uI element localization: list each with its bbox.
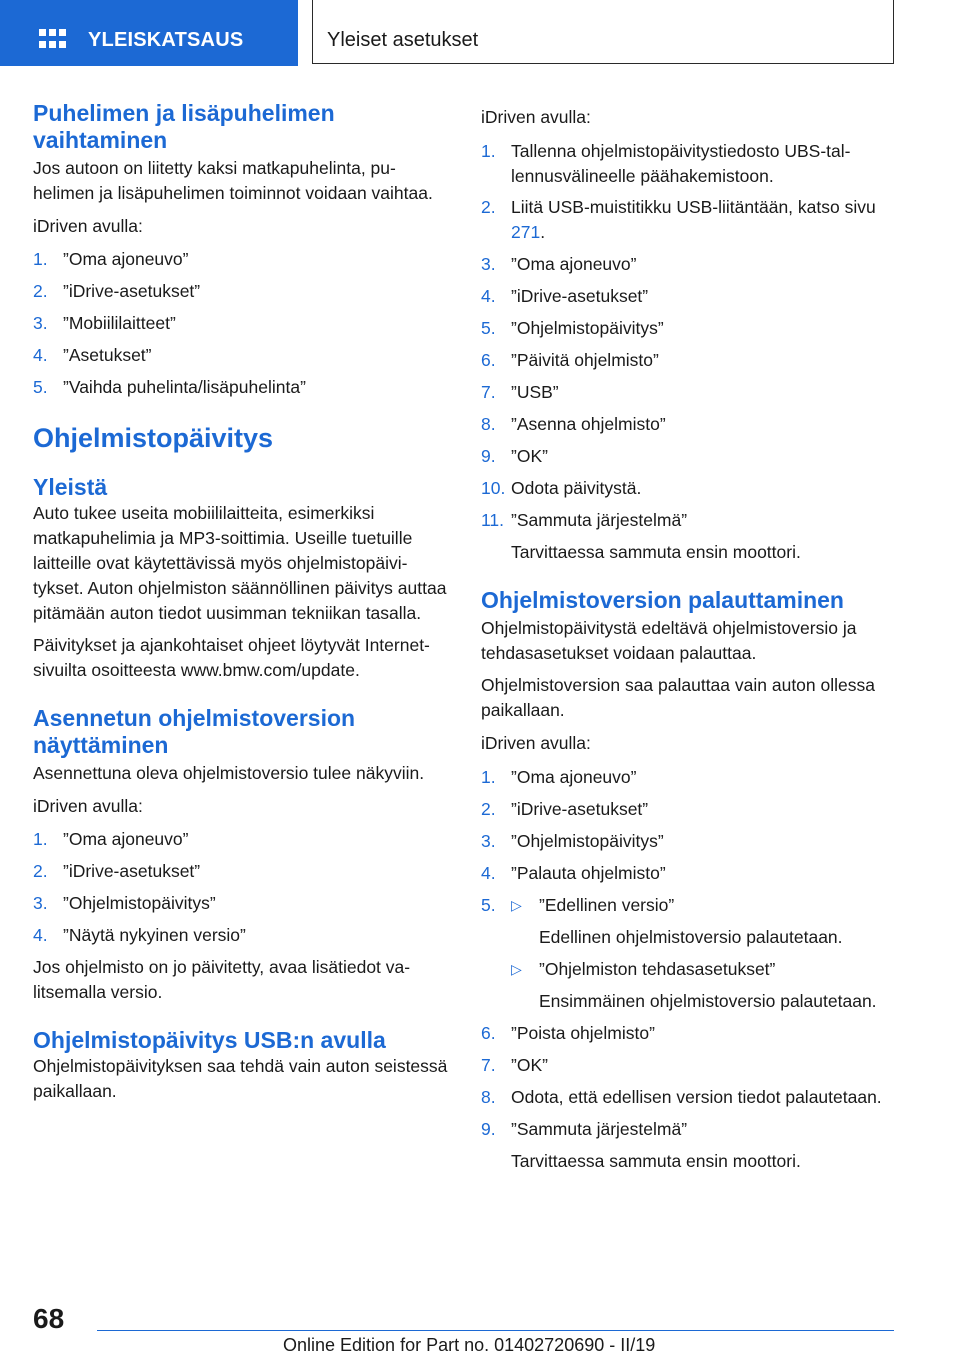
restore-steps — [481, 765, 901, 1174]
triangle-icon: ▷ — [511, 897, 522, 913]
usb-steps — [481, 139, 901, 565]
list-item: 7. ”USB” — [481, 380, 901, 405]
list-item: 8. ”Asenna ohjelmisto” — [481, 412, 901, 437]
list-item: 1. ”Oma ajoneuvo” — [33, 247, 448, 272]
footer-divider — [97, 1330, 894, 1331]
footer-edition: Online Edition for Part no. 01402720690 - II/19 — [283, 1335, 656, 1355]
list-item: 10. Odota päivitystä. — [481, 476, 901, 501]
list-item: 1. ”Oma ajoneuvo” — [481, 765, 901, 790]
step-number: 7. — [481, 1055, 496, 1075]
step-note: Tarvittaessa sammuta ensin moottori. — [511, 1151, 801, 1171]
step-number: 2. — [33, 861, 48, 881]
general-paragraph-2: Päivitykset ja ajankohtaiset ohjeet löytyvät Internet-sivuilta osoitteesta www.bmw.com/update. — [33, 635, 430, 680]
step-number: 5. — [33, 377, 48, 397]
step-number: 2. — [33, 281, 48, 301]
step-number: 4. — [481, 863, 496, 883]
installed-idrive: iDriven avulla: — [33, 796, 143, 816]
heading-usb-update: Ohjelmistopäivitys USB:n avulla — [33, 1027, 386, 1053]
restore-paragraph-1: Ohjelmistopäivitystä edeltävä ohjelmistoversio ja tehdasasetukset voidaan palauttaa. — [481, 618, 857, 663]
phone-switch-idrive: iDriven avulla: — [33, 216, 143, 236]
page-header — [0, 0, 960, 66]
step-number: 6. — [481, 350, 496, 370]
list-item: 4. ”Palauta ohjelmisto” — [481, 861, 901, 886]
heading-software-update: Ohjelmistopäivitys — [33, 423, 274, 453]
list-item: 2. Liitä USB-muistitikku USB-liitäntään, katso sivu 271. — [481, 197, 876, 242]
general-paragraph-1: Auto tukee useita mobiililaitteita, esimerkiksi matkapuhelimia ja MP3-soittimia. Useille tuetuille laitteille ovat käytettävissä myös ohjelmistopäivitykset. Auton ohjelmiston säännöllinen päivitys auttaa pitämään auton tiedot uusimman tekniikan tasalla. — [33, 503, 447, 623]
phone-switch-intro: Jos autoon on liitetty kaksi matkapuhelinta, puhelimen ja lisäpuhelimen toiminnot voidaan vaihtaa. — [33, 158, 433, 203]
list-item: 7. ”OK” — [481, 1053, 901, 1078]
installed-steps — [33, 827, 448, 948]
triangle-icon: ▷ — [511, 961, 522, 977]
step-number: 1. — [33, 249, 48, 269]
list-item: 9. ”Sammuta järjestelmä” Tarvittaessa sammuta ensin moottori. — [481, 1117, 901, 1174]
step-number: 1. — [481, 141, 496, 161]
list-item: 6. ”Päivitä ohjelmisto” — [481, 348, 901, 373]
list-item: 1. Tallenna ohjelmistopäivitystiedosto UBS-tallennusvälineelle päähakemistoon. — [481, 141, 851, 186]
step-note: Tarvittaessa sammuta ensin moottori. — [511, 542, 801, 562]
page-number: 68 — [33, 1303, 65, 1334]
step-number: 8. — [481, 1087, 496, 1107]
sub-option: ▷ ”Ohjelmiston tehdasasetukset” Ensimmäinen ohjelmistoversio palautetaan. — [511, 957, 901, 1014]
sub-option: ▷ ”Edellinen versio” Edellinen ohjelmistoversio palautetaan. — [511, 893, 901, 950]
list-item: 5. ”Ohjelmistopäivitys” — [481, 316, 901, 341]
list-item: 2. ”iDrive-asetukset” — [481, 797, 901, 822]
list-item: 4. ”Asetukset” — [33, 343, 448, 368]
list-item: 9. ”OK” — [481, 444, 901, 469]
list-item: 4. ”Näytä nykyinen versio” — [33, 923, 448, 948]
phone-switch-steps — [33, 247, 448, 400]
step-number: 4. — [33, 925, 48, 945]
heading-restore: Ohjelmistoversion palauttaminen — [481, 587, 844, 613]
list-item: 3. ”Ohjelmistopäivitys” — [481, 829, 901, 854]
step-number: 6. — [481, 1023, 496, 1043]
step-number: 9. — [481, 446, 496, 466]
step-number: 7. — [481, 382, 496, 402]
step-number: 9. — [481, 1119, 496, 1139]
list-item: 3. ”Oma ajoneuvo” — [481, 252, 901, 277]
heading-phone-switch: Puhelimen ja lisäpuhelimen vaihtaminen — [33, 100, 335, 153]
step-number: 3. — [481, 254, 496, 274]
step-number: 5. — [481, 895, 496, 915]
step-number: 1. — [33, 829, 48, 849]
list-item: 2. ”iDrive-asetukset” — [33, 279, 448, 304]
step-number: 11. — [481, 510, 505, 530]
list-item: 8. Odota, että edellisen version tiedot palautetaan. — [481, 1085, 901, 1110]
grid-icon — [39, 29, 67, 51]
left-column — [33, 100, 448, 1104]
installed-intro: Asennettuna oleva ohjelmistoversio tulee näkyviin. — [33, 763, 425, 783]
heading-general: Yleistä — [33, 474, 108, 500]
page-link[interactable]: 271 — [511, 222, 541, 242]
step-number: 3. — [33, 893, 48, 913]
step-number: 2. — [481, 799, 496, 819]
step-number: 10. — [481, 478, 506, 498]
list-item — [481, 893, 901, 1014]
usb-intro: Ohjelmistopäivityksen saa tehdä vain auton seistessä paikallaan. — [33, 1056, 448, 1101]
chapter-label: Yleiset asetukset — [327, 29, 479, 51]
chapter-box — [312, 0, 894, 64]
list-item: 6. ”Poista ohjelmisto” — [481, 1021, 901, 1046]
step-number: 3. — [33, 313, 48, 333]
list-item: 3. ”Mobiililaitteet” — [33, 311, 448, 336]
list-item: 1. ”Oma ajoneuvo” — [33, 827, 448, 852]
list-item: 4. ”iDrive-asetukset” — [481, 284, 901, 309]
section-label: YLEISKATSAUS — [88, 29, 244, 51]
section-tab — [0, 0, 298, 66]
step-number: 4. — [33, 345, 48, 365]
restore-idrive: iDriven avulla: — [481, 733, 591, 753]
list-item: 11. ”Sammuta järjestelmä” Tarvittaessa sammuta ensin moottori. — [481, 508, 901, 565]
step-number: 8. — [481, 414, 496, 434]
installed-note: Jos ohjelmisto on jo päivitetty, avaa lisätiedot valitsemalla versio. — [33, 957, 411, 1002]
step-number: 3. — [481, 831, 496, 851]
usb-idrive: iDriven avulla: — [481, 107, 591, 127]
right-column — [481, 105, 901, 1174]
sub-option-note: Ensimmäinen ohjelmistoversio palautetaan. — [539, 991, 877, 1011]
step-number: 2. — [481, 197, 496, 217]
step-number: 4. — [481, 286, 496, 306]
list-item: 3. ”Ohjelmistopäivitys” — [33, 891, 448, 916]
step-number: 5. — [481, 318, 496, 338]
step-number: 1. — [481, 767, 496, 787]
sub-option-note: Edellinen ohjelmistoversio palautetaan. — [539, 927, 843, 947]
list-item: 5. ”Vaihda puhelinta/lisäpuhelinta” — [33, 375, 448, 400]
list-item: 2. ”iDrive-asetukset” — [33, 859, 448, 884]
heading-installed-version: Asennetun ohjelmistoversion näyttäminen — [33, 705, 356, 758]
restore-paragraph-2: Ohjelmistoversion saa palauttaa vain auton ollessa paikallaan. — [481, 675, 875, 720]
